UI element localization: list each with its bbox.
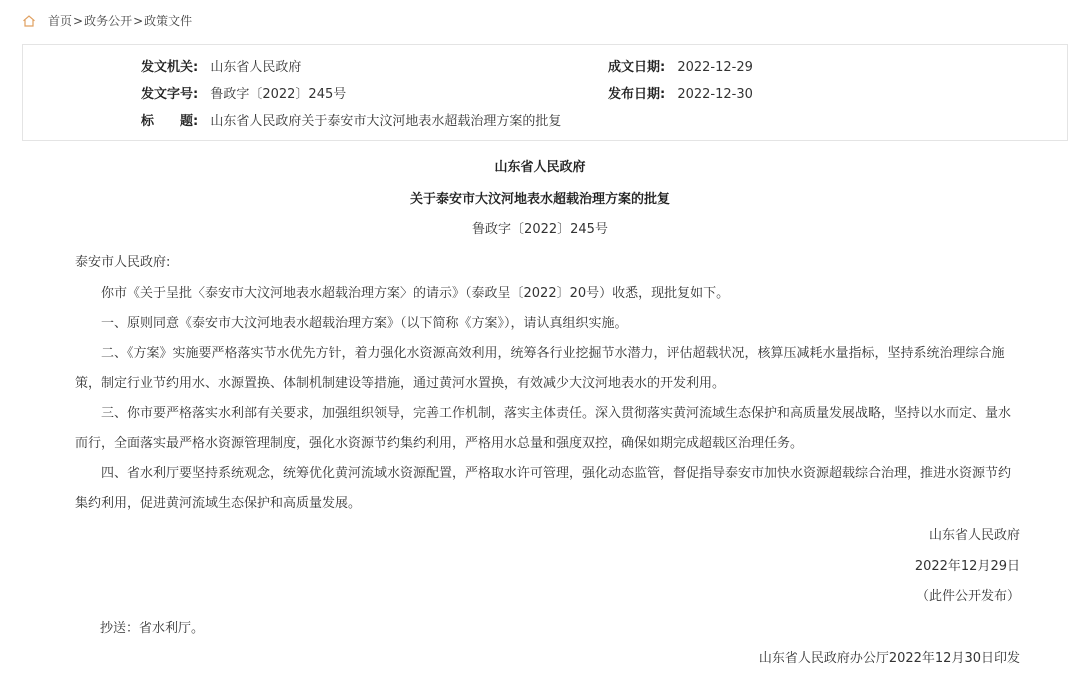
breadcrumb-separator: > bbox=[133, 14, 144, 28]
title-value: 山东省人民政府关于泰安市大汶河地表水超载治理方案的批复 bbox=[210, 114, 562, 129]
published-date-row bbox=[608, 86, 753, 104]
doc-number-value: 鲁政字〔2022〕245号 bbox=[210, 87, 347, 102]
paragraph-4: 三、你市要严格落实水利部有关要求，加强组织领导，完善工作机制，落实主体责任。深入贯彻落实黄河流域生态保护和高质量发展战略，坚持以水而定、量水而行，全面落实最严格水资源管理制度，强化水资源节约集约利用，严格用水总量和强度双控，确保如期完成超载区治理任务。 bbox=[75, 406, 1012, 451]
doc-number-row bbox=[141, 86, 346, 104]
doc-number-label: 发文字号: bbox=[141, 87, 199, 102]
print-line: 山东省人民政府办公厅2022年12月30日印发 bbox=[758, 651, 1020, 666]
breadcrumb-policy-link[interactable]: 政务公开 bbox=[84, 14, 133, 28]
title-label: 标 题: bbox=[141, 114, 199, 129]
signature: 山东省人民政府 bbox=[928, 528, 1020, 543]
created-date-row bbox=[608, 59, 753, 77]
paragraph-1: 你市《关于呈批〈泰安市大汶河地表水超载治理方案〉的请示》（泰政呈〔2022〕20号）收悉，现批复如下。 bbox=[101, 286, 730, 301]
document-org: 山东省人民政府 bbox=[494, 160, 586, 175]
published-date-label: 发布日期: bbox=[608, 87, 666, 102]
paragraph-2: 一、原则同意《泰安市大汶河地表水超载治理方案》（以下简称《方案》），请认真组织实施。 bbox=[101, 316, 628, 331]
document-number: 鲁政字〔2022〕245号 bbox=[472, 222, 608, 237]
breadcrumb-separator: > bbox=[73, 14, 84, 28]
issuer-label: 发文机关: bbox=[141, 60, 199, 75]
breadcrumb-home-link[interactable]: 首页 bbox=[48, 14, 73, 28]
salutation: 泰安市人民政府: bbox=[75, 255, 171, 270]
issuer-row bbox=[141, 59, 301, 77]
cc-line: 抄送：省水利厅。 bbox=[100, 621, 205, 636]
breadcrumb-docs-link[interactable]: 政策文件 bbox=[144, 14, 193, 28]
publication-note: （此件公开发布） bbox=[915, 589, 1020, 604]
paragraph-3: 二、《方案》实施要严格落实节水优先方针，着力强化水资源高效利用，统筹各行业挖掘节水潜力，评估超载状况，核算压减耗水量指标，坚持系统治理综合施策，制定行业节约用水、水源置换、体制机制建设等措施，通过黄河水置换，有效减少大汶河地表水的开发利用。 bbox=[75, 346, 1005, 391]
created-date-value: 2022-12-29 bbox=[677, 60, 753, 75]
home-icon[interactable] bbox=[22, 14, 36, 28]
issuer-value: 山东省人民政府 bbox=[210, 60, 302, 75]
created-date-label: 成文日期: bbox=[608, 60, 666, 75]
document-title: 关于泰安市大汶河地表水超载治理方案的批复 bbox=[409, 192, 670, 207]
signature-date: 2022年12月29日 bbox=[914, 559, 1020, 574]
paragraph-5: 四、省水利厅要坚持系统观念，统筹优化黄河流域水资源配置，严格取水许可管理，强化动态监管，督促指导泰安市加快水资源超载综合治理，推进水资源节约集约利用，促进黄河流域生态保护和高质量发展。 bbox=[75, 466, 1012, 511]
document-meta-box bbox=[22, 44, 1068, 141]
breadcrumb bbox=[22, 12, 192, 30]
title-row bbox=[141, 113, 561, 131]
published-date-value: 2022-12-30 bbox=[677, 87, 753, 102]
